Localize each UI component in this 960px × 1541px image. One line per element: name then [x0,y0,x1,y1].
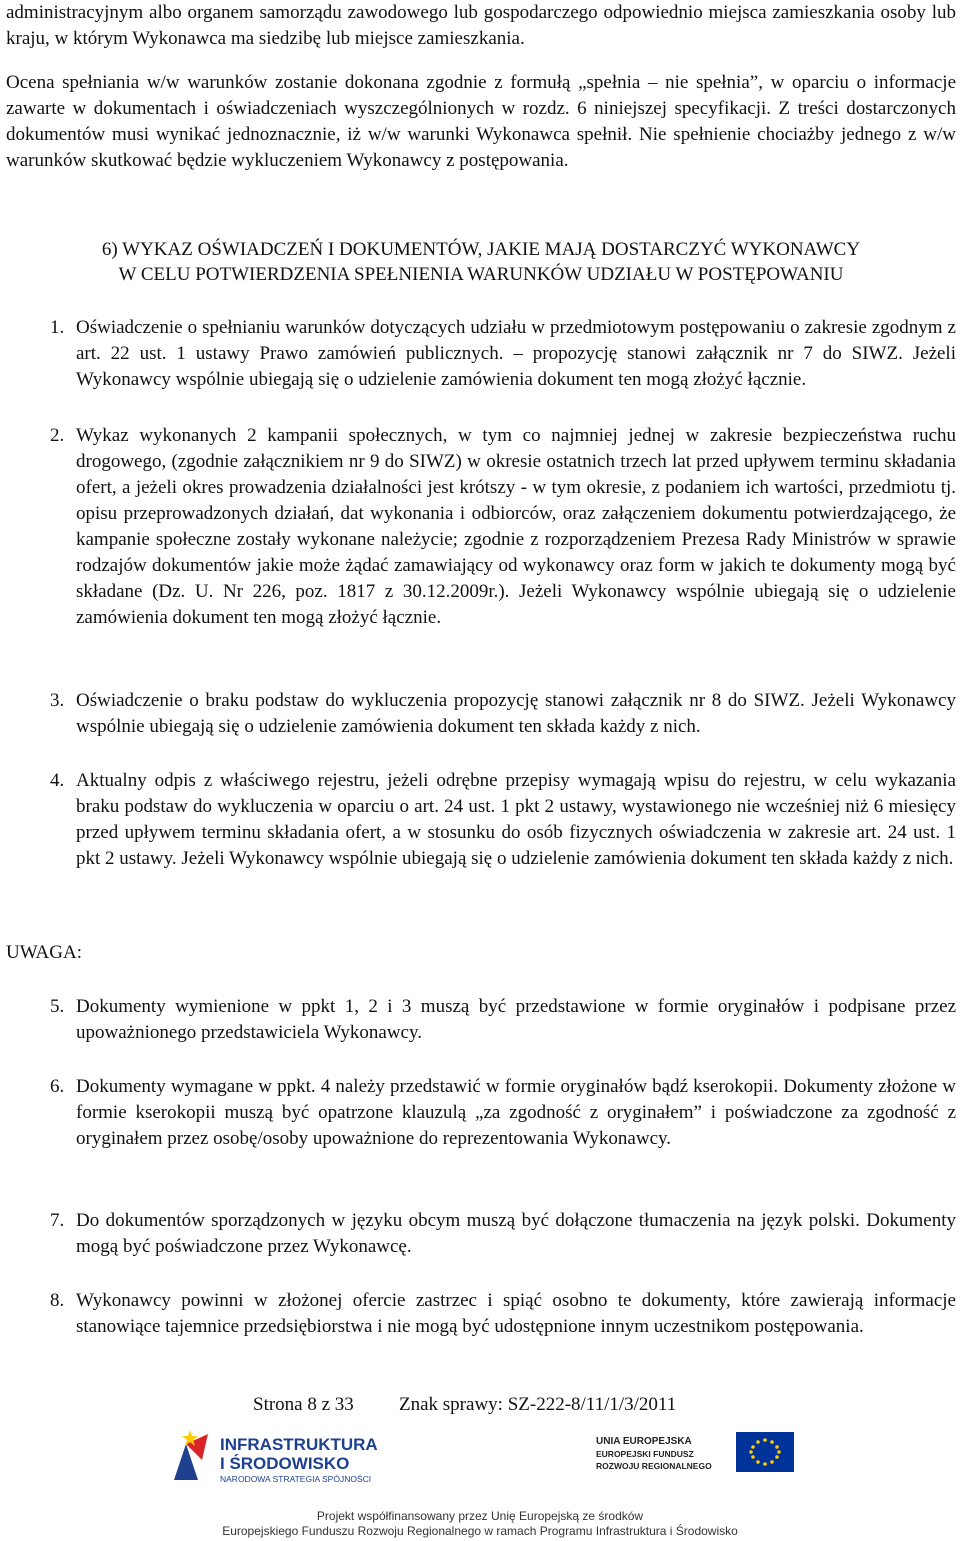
eu-flag-icon [736,1432,794,1472]
eu-logo [596,1426,796,1486]
logo-is-line3: NARODOWA STRATEGIA SPÓJNOŚCI [220,1474,372,1484]
list-item-5 [50,994,956,1046]
list-item-number: 6. [50,1076,65,1097]
funding-line-1: Projekt współfinansowany przez Unię Europejską ze środków [316,1509,644,1523]
funding-line-2: Europejskiego Funduszu Rozwoju Regionalnego w ramach Programu Infrastruktura i Środowisko [222,1524,738,1538]
list-item-7 [50,1208,956,1260]
list-item-number: 5. [50,996,65,1017]
list-item-text: Wykonawcy powinni w złożonej ofercie zastrzec i spiąć osobno te dokumenty, które zawierają informacje stanowiące tajemnice przedsiębiorstwa i nie mogą być udostępnione innym uczestnikom postępowania. [76,1290,956,1337]
list-item-number: 2. [50,425,65,446]
logo-strip [0,1420,960,1500]
ocena-paragraph: Ocena spełniania w/w warunków zostanie dokonana zgodnie z formułą „spełnia – nie spełnia”, w oparciu o informacje zawarte w dokumentach i oświadczeniach wyszczególnionych w rozdz. 6 niniejszej specyfikacji. Z treści dostarczonych dokumentów musi wynikać jednoznacznie, iż w/w warunki Wykonawca spełnił. Nie spełnienie chociażby jednego z w/w warunków skutkować będzie wykluczeniem Wykonawcy z postępowania. [6,72,956,171]
list-item-text: Oświadczenie o spełnianiu warunków dotyczących udziału w przedmiotowym postępowaniu o zakresie zgodnym z art. 22 ust. 1 ustawy Prawo zamówień publicznych. – propozycję stanowi załącznik nr 7 do SIWZ. Jeżeli Wykonawcy wspólnie ubiegają się o udzielenie zamówienia dokument ten mogą złożyć łącznie. [76,317,956,390]
list-item-number: 8. [50,1290,65,1311]
list-item-4 [50,768,956,872]
logo-eu-line1: UNIA EUROPEJSKA [596,1436,692,1447]
section-heading-line2: W CELU POTWIERDZENIA SPEŁNIENIA WARUNKÓW UDZIAŁU W POSTĘPOWANIU [118,264,844,285]
logo-is-line1: INFRASTRUKTURA [220,1435,378,1454]
list-item-text: Dokumenty wymienione w ppkt 1, 2 i 3 muszą być przedstawione w formie oryginałów i podpisane przez upoważnionego przedstawiciela Wykonawcy. [76,996,956,1043]
list-item-6 [50,1074,956,1152]
list-item-8 [50,1288,956,1340]
section-heading-line1: 6) WYKAZ OŚWIADCZEŃ I DOKUMENTÓW, JAKIE MAJĄ DOSTARCZYĆ WYKONAWCY [101,239,861,260]
list-item-3 [50,688,956,740]
infrastruktura-logo [168,1426,398,1488]
list-item-text: Do dokumentów sporządzonych w języku obcym muszą być dołączone tłumaczenia na język polski. Dokumenty mogą być poświadczone przez Wykonawcę. [76,1210,956,1257]
top-paragraph: administracyjnym albo organem samorządu zawodowego lub gospodarczego odpowiednio miejsca zamieszkania osoby lub kraju, w którym Wykonawca ma siedzibę lub miejsce zamieszkania. [6,2,956,49]
case-reference: Znak sprawy: SZ-222-8/11/1/3/2011 [399,1394,677,1415]
logo-is-line2: I ŚRODOWISKO [220,1454,350,1473]
list-item-number: 7. [50,1210,65,1231]
list-item-1 [50,315,956,393]
list-item-2 [50,423,956,631]
list-item-text: Wykaz wykonanych 2 kampanii społecznych, w tym co najmniej jednej w zakresie bezpieczeństwa ruchu drogowego, (zgodnie załącznikiem nr 9 do SIWZ) w okresie ostatnich trzech lat przed upływem terminu składania ofert, a jeżeli okres prowadzenia działalności jest krótszy - w tym okresie, z podaniem ich wartości, przedmiotu tj. opisu przeprowadzonych działań, dat wykonania i odbiorców, oraz załączeniem dokumentu potwierdzającego, że kampanie społeczne zostały wykonane należycie; zgodnie z rozporządzeniem Prezesa Rady Ministrów w sprawie rodzajów dokumentów jakie może żądać zamawiający od wykonawcy oraz form w jakich te dokumenty mogą być składane (Dz. U. Nr 226, poz. 1817 z 30.12.2009r.). Jeżeli Wykonawcy wspólnie ubiegają się o udzielenie zamówienia dokument ten mogą złożyć łącznie. [76,425,956,628]
page-number: Strona 8 z 33 [253,1394,354,1415]
list-item-number: 1. [50,317,65,338]
list-item-number: 3. [50,690,65,711]
uwaga-label: UWAGA: [6,942,82,963]
list-item-number: 4. [50,770,65,791]
logo-eu-line3: ROZWOJU REGIONALNEGO [596,1461,712,1471]
logo-eu-line2: EUROPEJSKI FUNDUSZ [596,1449,694,1459]
list-item-text: Oświadczenie o braku podstaw do wykluczenia propozycję stanowi załącznik nr 8 do SIWZ. Jeżeli Wykonawcy wspólnie ubiegają się o udzielenie zamówienia dokument ten składa każdy z nich. [76,690,956,737]
list-item-text: Dokumenty wymagane w ppkt. 4 należy przedstawić w formie oryginałów bądź kserokopii. Dokumenty złożone w formie kserokopii muszą być opatrzone klauzulą „za zgodność z oryginałem” i poświadczone za zgodność z oryginałem przez osobę/osoby upoważnione do reprezentowania Wykonawcy. [76,1076,956,1149]
list-item-text: Aktualny odpis z właściwego rejestru, jeżeli odrębne przepisy wymagają wpisu do rejestru, w celu wykazania braku podstaw do wykluczenia w oparciu o art. 24 ust. 1 pkt 2 ustawy, wystawionego nie wcześniej niż 6 miesięcy przed upływem terminu składania ofert, a w stosunku do osób fizycznych oświadczenia w zakresie art. 24 ust. 1 pkt 2 ustawy. Jeżeli Wykonawcy wspólnie ubiegają się o udzielenie zamówienia dokument ten składa każdy z nich. [76,770,956,869]
